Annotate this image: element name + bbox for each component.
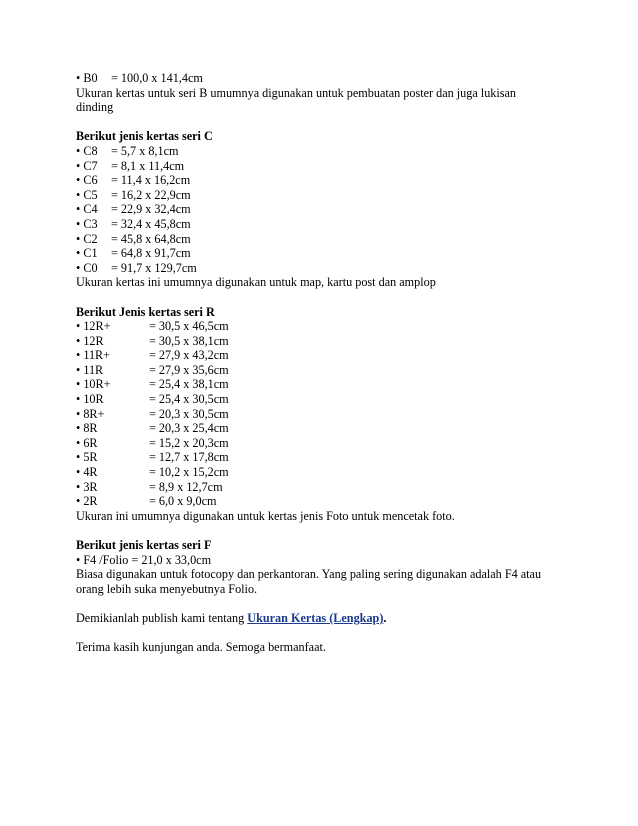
paper-size: = 27,9 x 43,2cm (149, 348, 229, 363)
paper-code: • 8R (76, 421, 98, 436)
list-item (76, 217, 576, 232)
b0-description-line-2: dinding (76, 100, 114, 115)
list-item (76, 450, 576, 465)
paper-code: • 12R (76, 333, 104, 348)
list-item (76, 319, 576, 334)
list-item (76, 144, 576, 159)
series-c-description: Ukuran kertas ini umumnya digunakan untuk map, kartu post dan amplop (76, 275, 436, 290)
paper-code: • C7 (76, 158, 98, 173)
paper-code: • 11R+ (76, 348, 111, 363)
paper-code: • 4R (76, 465, 98, 480)
list-item (76, 407, 576, 422)
paper-size: = 6,0 x 9,0cm (149, 494, 217, 509)
list-item (76, 173, 576, 188)
paper-size: = 64,8 x 91,7cm (111, 246, 191, 261)
list-item (76, 159, 576, 174)
spacer (76, 115, 576, 130)
b0-code: • B0 (76, 71, 98, 85)
series-f-description-line-1: Biasa digunakan untuk fotocopy dan perkantoran. Yang paling sering digunakan adalah F4 atau (76, 567, 542, 582)
paper-size: = 15,2 x 20,3cm (149, 435, 229, 450)
spacer (76, 523, 576, 538)
paper-size: = 12,7 x 17,8cm (149, 450, 229, 465)
publish-suffix: . (383, 610, 387, 625)
b0-description-line-1: Ukuran kertas untuk seri B umumnya digunakan untuk pembuatan poster dan juga lukisan (76, 85, 517, 100)
list-item (76, 232, 576, 247)
spacer (76, 626, 576, 641)
paper-size: = 8,9 x 12,7cm (149, 479, 223, 494)
series-r-description: Ukuran ini umumnya digunakan untuk kertas jenis Foto untuk mencetak foto. (76, 508, 455, 523)
paper-size: = 27,9 x 35,6cm (149, 362, 229, 377)
paper-code: • 5R (76, 450, 98, 465)
list-item (76, 261, 576, 276)
series-f-heading: Berikut jenis kertas seri F (76, 538, 212, 552)
paper-code: • C0 (76, 260, 98, 275)
list-item (76, 334, 576, 349)
paper-code: • C5 (76, 187, 98, 202)
b0-size: = 100,0 x 141,4cm (111, 71, 203, 85)
ukuran-kertas-link[interactable]: Ukuran Kertas (Lengkap) (247, 610, 384, 625)
paper-code: • C1 (76, 246, 98, 261)
paper-size: = 91,7 x 129,7cm (111, 260, 197, 275)
paper-code: • 10R+ (76, 377, 111, 392)
list-item (76, 377, 576, 392)
paper-size: = 22,9 x 32,4cm (111, 202, 191, 217)
series-c-heading: Berikut jenis kertas seri C (76, 129, 213, 144)
series-r-heading: Berikut Jenis kertas seri R (76, 304, 215, 319)
paper-size: = 11,4 x 16,2cm (111, 173, 191, 188)
paper-size: = 10,2 x 15,2cm (149, 465, 229, 480)
paper-code: • 6R (76, 435, 98, 450)
list-item (76, 363, 576, 378)
paper-size: = 32,4 x 45,8cm (111, 216, 191, 231)
paper-size: = 16,2 x 22,9cm (111, 187, 191, 202)
list-item (76, 480, 576, 495)
list-item (76, 421, 576, 436)
series-r-list (76, 319, 576, 509)
paper-size: = 20,3 x 30,5cm (149, 406, 229, 421)
paper-size: = 8,1 x 11,4cm (111, 158, 185, 173)
list-item (76, 246, 576, 261)
closing-publish-line (76, 611, 576, 626)
paper-code: • 8R+ (76, 406, 105, 421)
list-item (76, 494, 576, 509)
paper-code: • 11R (76, 362, 104, 377)
paper-code: • 10R (76, 392, 104, 407)
paper-size: = 25,4 x 30,5cm (149, 392, 229, 407)
paper-size: = 30,5 x 38,1cm (149, 333, 229, 348)
paper-size: = 30,5 x 46,5cm (149, 319, 229, 334)
series-f-item: • F4 /Folio = 21,0 x 33,0cm (76, 552, 212, 567)
list-item (76, 202, 576, 217)
publish-prefix: Demikianlah publish kami tentang (76, 610, 248, 625)
spacer (76, 596, 576, 611)
series-c-list (76, 144, 576, 275)
list-item (76, 348, 576, 363)
paper-size: = 45,8 x 64,8cm (111, 231, 191, 246)
paper-code: • C2 (76, 231, 98, 246)
list-item (76, 392, 576, 407)
paper-code: • C6 (76, 173, 98, 188)
paper-size: = 20,3 x 25,4cm (149, 421, 229, 436)
list-item (76, 465, 576, 480)
paper-code: • C8 (76, 143, 98, 158)
b0-item (76, 71, 576, 86)
paper-code: • C4 (76, 202, 98, 217)
spacer (76, 290, 576, 305)
document-page (76, 71, 576, 655)
paper-code: • 3R (76, 479, 98, 494)
paper-code: • 2R (76, 494, 98, 509)
paper-code: • C3 (76, 216, 98, 231)
paper-size: = 5,7 x 8,1cm (111, 143, 179, 158)
list-item (76, 188, 576, 203)
paper-size: = 25,4 x 38,1cm (149, 377, 229, 392)
list-item (76, 436, 576, 451)
series-f-description-line-2: orang lebih suka menyebutnya Folio. (76, 581, 258, 596)
paper-code: • 12R+ (76, 319, 111, 334)
closing-thanks: Terima kasih kunjungan anda. Semoga bermanfaat. (76, 640, 326, 655)
